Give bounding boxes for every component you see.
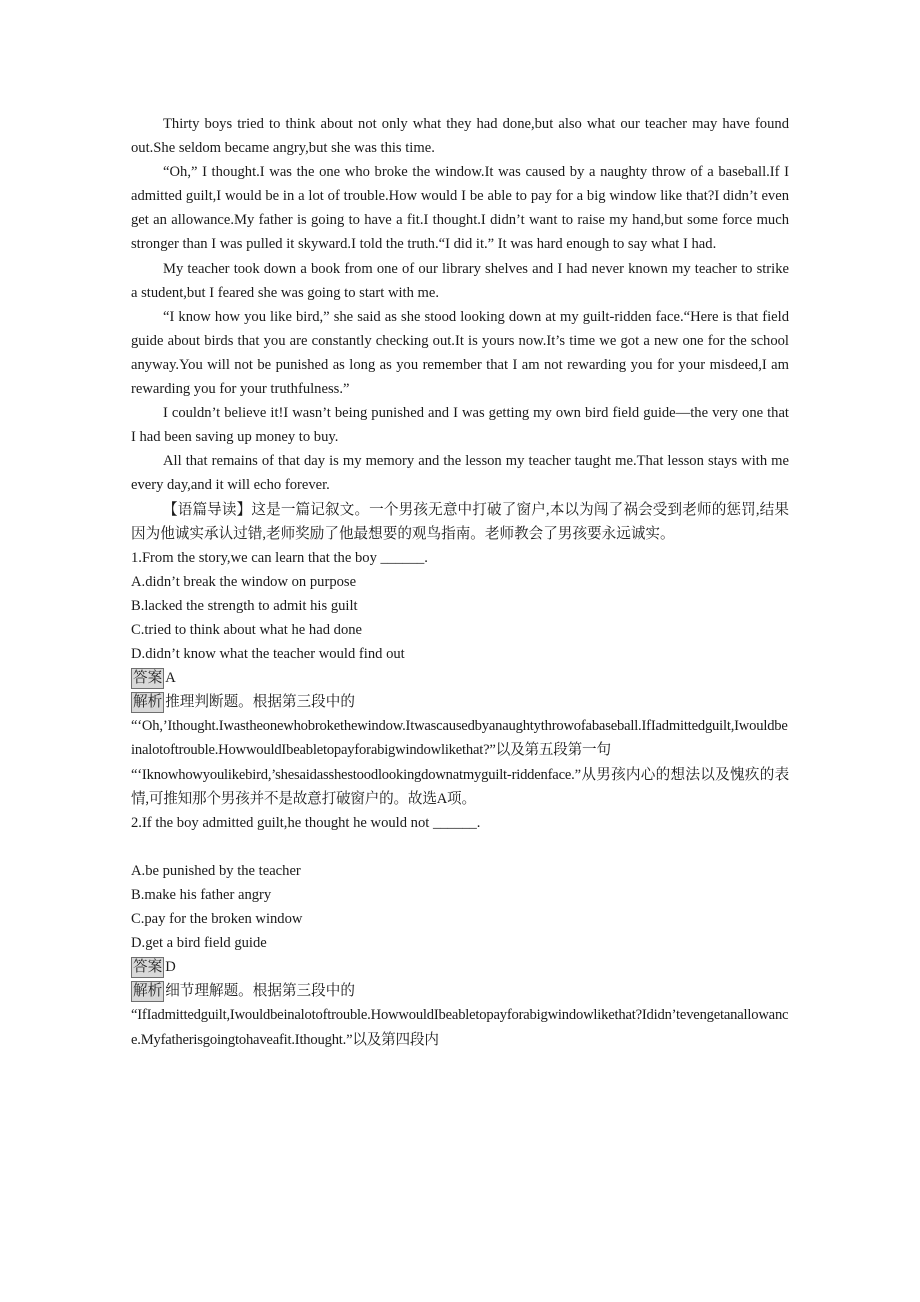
option-b: B.lacked the strength to admit his guilt: [131, 597, 358, 614]
document-page: [131, 112, 789, 1052]
answer-value: D: [165, 959, 176, 976]
analysis-badge: 解析: [131, 981, 164, 1002]
passage-paragraph: I couldn’t believe it!I wasn’t being punished and I was getting my own bird field guide—the very one that I had been saving up money to buy.: [131, 405, 789, 446]
analysis-body: “IfIadmittedguilt,Iwouldbeinalotoftrouble.HowwouldIbeabletopayforabigwindowlikethat?Ididn’tevengetanallowance.Myfatherisgoingtohaveafit.Ithought.”以及第四段内: [131, 1007, 789, 1048]
analysis-head: 细节理解题。根据第三段中的: [165, 983, 355, 1000]
option-d: D.get a bird field guide: [131, 935, 267, 952]
question-1: [131, 546, 789, 811]
option-a: A.didn’t break the window on purpose: [131, 573, 357, 590]
option-c: C.tried to think about what he had done: [131, 621, 363, 638]
analysis-tail: “‘Iknowhowyoulikebird,’shesaidasshestoodlookingdownatmyguilt-riddenface.”从男孩内心的想法以及愧疚的表情,可推知那个男孩并不是故意打破窗户的。故选A项。: [131, 766, 789, 807]
question-stem: 1.From the story,we can learn that the boy ______.: [131, 549, 428, 566]
spacer: [131, 835, 789, 859]
passage-paragraph: “Oh,” I thought.I was the one who broke the window.It was caused by a naughty throw of a baseball.If I admitted guilt,I would be in a lot of trouble.How would I be able to pay for a big window like that?I didn’t even get an allowance.My father is going to have a fit.I thought.I didn’t want to raise my hand,but some force much stronger than I was pulled it skyward.I told the truth.“I did it.” It was hard enough to say what I had.: [131, 164, 789, 253]
answer-row: [131, 666, 789, 690]
answer-badge: 答案: [131, 957, 164, 978]
analysis-row: [131, 690, 789, 714]
passage-guide: 【语篇导读】这是一篇记叙文。一个男孩无意中打破了窗户,本以为闯了祸会受到老师的惩罚,结果因为他诚实承认过错,老师奖励了他最想要的观鸟指南。老师教会了男孩要永远诚实。: [131, 501, 789, 542]
option-c: C.pay for the broken window: [131, 911, 303, 928]
passage-paragraph: My teacher took down a book from one of our library shelves and I had never known my teacher to strike a student,but I feared she was going to start with me.: [131, 260, 789, 301]
analysis-row: [131, 979, 789, 1003]
analysis-head: 推理判断题。根据第三段中的: [165, 694, 355, 711]
passage-paragraph: “I know how you like bird,” she said as she stood looking down at my guilt-ridden face.“Here is that field guide about birds that you are constantly checking out.It is yours now.It’s time we got a new one for the school anyway.You will not be punished as long as you remember that I am not rewarding you for your misdeed,I am rewarding you for your truthfulness.”: [131, 308, 789, 398]
question-2: [131, 811, 789, 1052]
passage-paragraph: All that remains of that day is my memory and the lesson my teacher taught me.That lesson stays with me every day,and it will echo forever.: [131, 453, 789, 494]
answer-row: [131, 955, 789, 979]
analysis-body: “‘Oh,’Ithought.Iwastheonewhobrokethewindow.Itwascausedbyanaughtythrowofabaseball.IfIadmittedguilt,Iwouldbeinalotoftrouble.HowwouldIbeabletopayforabigwindowlikethat?”以及第五段第一句: [131, 718, 788, 759]
question-stem: 2.If the boy admitted guilt,he thought he would not ______.: [131, 814, 481, 831]
answer-badge: 答案: [131, 668, 164, 689]
analysis-badge: 解析: [131, 692, 164, 713]
passage-paragraph: Thirty boys tried to think about not only what they had done,but also what our teacher may have found out.She seldom became angry,but she was this time.: [131, 116, 789, 157]
option-d: D.didn’t know what the teacher would find out: [131, 646, 405, 663]
answer-value: A: [165, 670, 176, 687]
option-b: B.make his father angry: [131, 887, 272, 903]
option-a: A.be punished by the teacher: [131, 862, 301, 879]
